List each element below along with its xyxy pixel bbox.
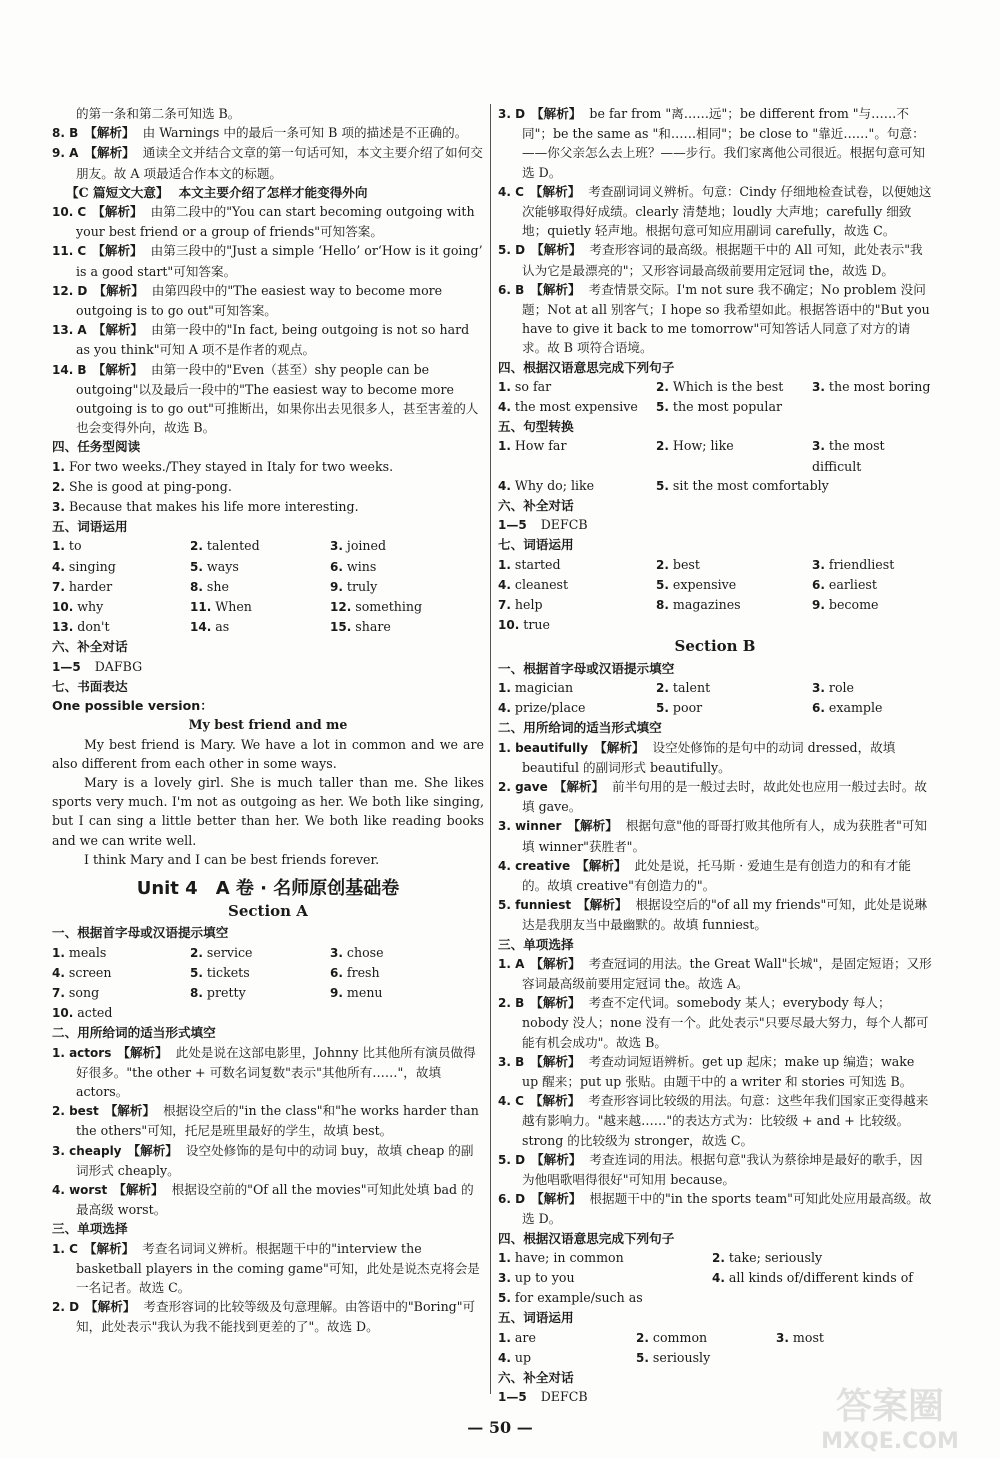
answer-grid [52, 536, 484, 637]
answer-grid [498, 1248, 932, 1309]
section-heading: 五、词语运用 [52, 519, 128, 535]
answer-item: 9. A 【解析】 通读全文并结合文章的第一句话可知，本文主要介绍了如何交朋友。故 A 项最适合作本文的标题。 [52, 145, 483, 181]
watermark-logo [790, 1378, 990, 1456]
answer-item: 3. Because that makes his life more interesting. [52, 499, 359, 515]
grid-cell: 2. service [190, 944, 253, 960]
grid-cell: 5. for example/such as [498, 1290, 643, 1306]
section-heading: 六、补全对话 [52, 639, 128, 655]
section-heading: 六、补全对话 [498, 498, 574, 514]
grid-cell: 15. share [330, 619, 391, 635]
section-heading: 三、单项选择 [498, 936, 574, 952]
grid-cell: 1. started [498, 556, 561, 572]
answer-item: 11. C 【解析】 由第三段中的"Just a simple ‘Hello’ or‘How is it going’ is a good start"可知答案。 [52, 243, 483, 279]
grid-cell: 1. magician [498, 679, 574, 695]
section-heading: 四、根据汉语意思完成下列句子 [498, 1230, 675, 1246]
grid-cell: 2. take; seriously [712, 1249, 823, 1265]
grid-cell: 1. How far [498, 438, 567, 454]
answer-item: 10. C 【解析】 由第二段中的"You can start becoming outgoing with your best friend or a group of friends"可知答案。 [52, 204, 475, 240]
grid-cell: 11. When [190, 599, 252, 615]
essay-paragraph: Mary is a lovely girl. She is much taller than me. She likes sports very much. I'm not as outgoing as her. We both like singing, but I can sing a little better than her. We both like reading books and we can write well. [52, 774, 484, 848]
section-heading: 六、补全对话 [498, 1370, 574, 1385]
answer-item: 1. actors 【解析】 此处是说在这部电影里，Johnny 比其他所有演员做得好很多。"the other + 可数名词复数"表示"其他所有……"，故填 actors。 [52, 1044, 476, 1099]
answer-item: 1—5 DEFCB [498, 1389, 588, 1405]
answer-item: 1—5 DAFBG [52, 658, 143, 674]
grid-cell: 1. meals [52, 944, 107, 960]
answer-grid [498, 377, 932, 417]
essay-label: One possible version： [52, 698, 213, 714]
grid-cell: 10. why [52, 599, 104, 615]
grid-cell: 5. tickets [190, 964, 250, 980]
answer-item: 5. D 【解析】 考查形容词的最高级。根据题干中的 All 可知，此处表示"我认为它是最漂亮的"；又形容词最高级前要用定冠词 the，故选 D。 [498, 242, 923, 278]
answer-item: 12. D 【解析】 由第四段中的"The easiest way to become more outgoing is to go out"可知答案。 [52, 282, 443, 319]
answer-item: 3. winner 【解析】 根据句意"他的哥哥打败其他所有人，成为获胜者"可知填 winner"获胜者"。 [498, 818, 928, 854]
grid-cell: 2. talent [656, 679, 711, 695]
grid-cell: 12. something [330, 599, 423, 615]
answer-item: 14. B 【解析】 由第一段中的"Even（甚至）shy people can be outgoing"以及最后一段中的"The easiest way to become more outgoing is to go out"可推断出，如果你出去见很多人，甚至害羞的人也会变得外向，故选 B。 [52, 361, 479, 436]
answer-item: 1—5 DEFCB [498, 517, 588, 533]
grid-cell: 8. magazines [656, 597, 741, 613]
right-column [498, 104, 932, 1407]
section-heading: 五、句型转换 [498, 419, 574, 435]
left-column [52, 104, 484, 1337]
grid-cell: 3. chose [330, 944, 384, 960]
section-heading: 七、词语运用 [498, 537, 574, 553]
answer-grid [52, 943, 484, 1024]
grid-cell: 2. How; like [656, 438, 734, 454]
grid-cell: 6. wins [330, 558, 377, 574]
section-heading: 一、根据首字母或汉语提示填空 [52, 925, 229, 941]
grid-cell: 4. cleanest [498, 576, 569, 592]
grid-cell: 4. all kinds of/different kinds of [712, 1269, 913, 1285]
answer-item: 1. beautifully 【解析】 设空处修饰的是句中的动词 dressed，故填 beautiful 的副词形式 beautifully。 [498, 739, 896, 775]
grid-cell: 3. role [812, 679, 855, 695]
grid-cell: 5. the most popular [656, 399, 782, 415]
grid-cell: 6. example [812, 700, 883, 716]
answer-item: 3. B 【解析】 考查动词短语辨析。get up 起床；make up 编造；wake up 醒来；put up 张贴。由题干中的 a writer 和 stories 可知选 B。 [498, 1053, 915, 1089]
grid-cell: 6. fresh [330, 964, 380, 980]
answer-item: 6. D 【解析】 根据题干中的"in the sports team"可知此处应用最高级。故选 D。 [498, 1191, 932, 1227]
grid-cell: 10. true [498, 617, 550, 633]
grid-cell: 8. pretty [190, 984, 246, 1000]
section-heading: 一、根据首字母或汉语提示填空 [498, 660, 675, 676]
grid-cell: 3. up to you [498, 1269, 575, 1285]
essay-paragraph: I think Mary and I can be best friends forever. [84, 851, 380, 867]
section-heading: 七、书面表达 [52, 678, 128, 694]
section-heading: 四、根据汉语意思完成下列句子 [498, 359, 675, 375]
grid-cell: 2. Which is the best [656, 378, 784, 394]
section-heading: 五、词语运用 [498, 1310, 574, 1326]
grid-cell: 8. she [190, 578, 229, 594]
answer-grid [498, 1328, 932, 1368]
grid-cell: 9. become [812, 597, 879, 613]
section-heading: 二、用所给词的适当形式填空 [52, 1025, 216, 1041]
grid-cell: 3. friendliest [812, 556, 895, 572]
grid-cell: 3. the most difficult [812, 438, 885, 474]
grid-cell: 5. poor [656, 700, 703, 716]
grid-cell: 5. sit the most comfortably [656, 477, 829, 493]
grid-cell: 5. ways [190, 558, 239, 574]
grid-cell: 4. screen [52, 964, 112, 980]
answer-item: 4. C 【解析】 考查形容词比较级的用法。句意：这些年我们国家正变得越来越有影响力。"越来越……"的表达方式为：比较级 + and + 比较级。strong 的比较级为 stronger，故选 C。 [498, 1093, 929, 1148]
answer-grid [498, 555, 932, 636]
answer-item: 8. B 【解析】 由 Warnings 中的最后一条可知 B 项的描述是不正确的。 [52, 125, 468, 141]
grid-cell: 13. don't [52, 619, 110, 635]
section-title: Section B [674, 637, 756, 656]
answer-item: 1. A 【解析】 考查冠词的用法。the Great Wall"长城"，是固定短语；又形容词最高级前要用定冠词 the。故选 A。 [498, 955, 932, 991]
answer-item: 2. B 【解析】 考查不定代词。somebody 某人；everybody 每人；nobody 没人；none 没有一个。此处表示"只要尽最大努力，每个人都可能有机会成功"。故选 B。 [498, 995, 929, 1050]
section-heading: 二、用所给词的适当形式填空 [498, 720, 662, 736]
answer-item: 3. D 【解析】 be far from "离……远"；be different from "与……不同"；be the same as "和……相同"；be close to "靠近……"。句意：——你父亲怎么去上班？——步行。我们家离他公司很近。根据句意可知选 D。 [498, 106, 925, 180]
grid-cell: 7. song [52, 984, 100, 1000]
grid-cell: 7. harder [52, 578, 113, 594]
grid-cell: 3. most [776, 1329, 824, 1345]
grid-cell: 1. are [498, 1329, 536, 1345]
answer-item: 2. best 【解析】 根据设空后的"in the class"和"he works harder than the others"可知，托尼是班里最好的学生，故填 best。 [52, 1103, 479, 1139]
continued-line: 的第一条和第二条可知选 B。 [76, 106, 241, 121]
answer-item: 5. funniest 【解析】 根据设空后的"of all my friends"可知，此处是说琳达是我朋友当中最幽默的。故填 funniest。 [498, 897, 928, 933]
answer-grid [498, 678, 932, 718]
grid-cell: 4. Why do; like [498, 477, 595, 493]
answer-item: 2. gave 【解析】 前半句用的是一般过去时，故此处也应用一般过去时。故填 gave。 [498, 778, 927, 815]
grid-cell: 2. common [636, 1329, 708, 1345]
grid-cell: 6. earliest [812, 576, 877, 592]
watermark-url: MXQE.COM [821, 1429, 959, 1454]
grid-cell: 3. joined [330, 538, 387, 554]
answer-item: 6. B 【解析】 考查情景交际。I'm not sure 我不确定；No problem 没问题；Not at all 别客气；I hope so 我希望如此。根据答语中的"But you have to give it back to me tomorrow"可知答话人同意了对方的请求。故 B 项符合语境。 [498, 281, 930, 356]
grid-cell: 9. menu [330, 984, 383, 1000]
answer-item: 2. She is good at ping-pong. [52, 478, 232, 494]
column-divider [490, 104, 491, 1394]
grid-cell: 1. so far [498, 378, 552, 394]
answer-item: 4. worst 【解析】 根据设空前的"Of all the movies"可知此处填 bad 的最高级 worst。 [52, 1181, 474, 1218]
answer-item: 13. A 【解析】 由第一段中的"In fact, being outgoing is not so hard as you think"可知 A 项不是作者的观点。 [52, 322, 470, 358]
passage-summary: 【C 篇短文大意】 本文主要介绍了怎样才能变得外向 [66, 184, 368, 200]
essay-paragraph: My best friend is Mary. We have a lot in common and we are also different from each other in some ways. [52, 736, 484, 771]
grid-cell: 4. the most expensive [498, 399, 638, 415]
grid-cell: 14. as [190, 619, 230, 635]
section-heading: 三、单项选择 [52, 1221, 128, 1237]
answer-item: 1. C 【解析】 考查名词词义辨析。根据题干中的"interview the basketball players in the coming game"可知，此处是说杰克将会是一名记者。故选 C。 [52, 1240, 480, 1295]
answer-item: 2. D 【解析】 考查形容词的比较等级及句意理解。由答语中的"Boring"可知，此处表示"我认为我不能找到更差的了"。故选 D。 [52, 1299, 476, 1335]
essay-title: My best friend and me [188, 717, 348, 733]
grid-cell: 5. expensive [656, 576, 737, 592]
answer-item: 5. D 【解析】 考查连词的用法。根据句意"我认为蔡徐坤是最好的歌手，因为他唱歌唱得很好"可知用 because。 [498, 1151, 923, 1187]
watermark-text: 答案圈 [835, 1386, 945, 1427]
grid-cell: 10. acted [52, 1005, 113, 1021]
answer-item: 4. creative 【解析】 此处是说，托马斯 · 爱迪生是有创造力的和有才能的。故填 creative"有创造力的"。 [498, 857, 912, 893]
answer-item: 1. For two weeks./They stayed in Italy for two weeks. [52, 458, 394, 474]
section-title: Section A [228, 902, 308, 921]
answer-item: 3. cheaply 【解析】 设空处修饰的是句中的动词 buy，故填 cheap 的副词形式 cheaply。 [52, 1142, 474, 1178]
grid-cell: 7. help [498, 597, 543, 613]
unit-title: Unit 4 A 卷 · 名师原创基础卷 [136, 877, 400, 899]
answer-grid [498, 436, 932, 496]
grid-cell: 4. prize/place [498, 700, 586, 716]
answer-item: 4. C 【解析】 考查副词词义辨析。句意：Cindy 仔细地检查试卷，以便她这次能够取得好成绩。clearly 清楚地；loudly 大声地；carefully 细致地；quietly 轻声地。根据句意可知应用副词 carefully，故选 C。 [498, 183, 932, 239]
grid-cell: 2. talented [190, 538, 260, 554]
grid-cell: 9. truly [330, 578, 378, 594]
section-heading: 四、任务型阅读 [52, 439, 141, 455]
grid-cell: 2. best [656, 556, 700, 572]
grid-cell: 5. seriously [636, 1349, 711, 1365]
page-number: — 50 — [467, 1418, 533, 1437]
grid-cell: 3. the most boring [812, 378, 931, 394]
grid-cell: 1. have; in common [498, 1249, 624, 1265]
grid-cell: 4. singing [52, 558, 116, 574]
grid-cell: 1. to [52, 538, 82, 554]
grid-cell: 4. up [498, 1349, 532, 1365]
